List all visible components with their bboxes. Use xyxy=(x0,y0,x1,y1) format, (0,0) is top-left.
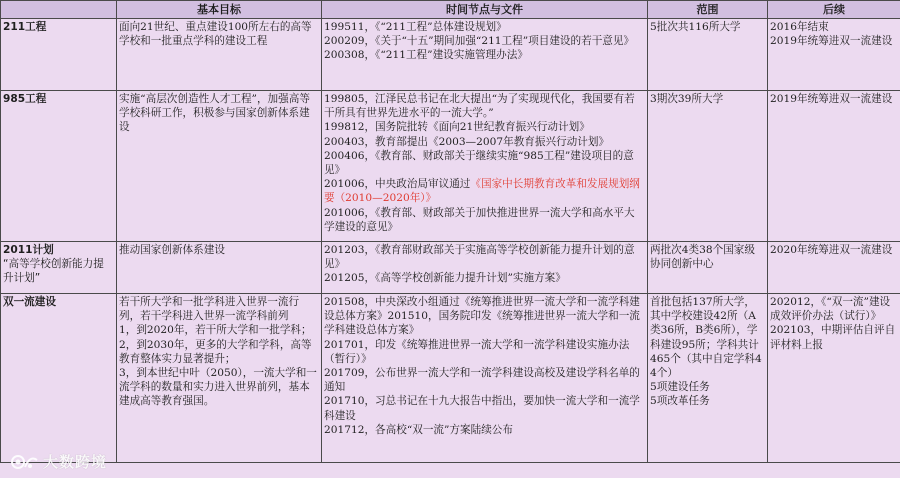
scope-line: 5项建设任务 xyxy=(650,381,710,394)
table-row xyxy=(1,242,900,294)
header-row xyxy=(1,1,900,19)
scope-cell: 两批次4类38个国家级协同创新中心 xyxy=(648,242,768,294)
event-item: 201205，《高等学校创新能力提升计划”实施方案》 xyxy=(324,272,566,285)
followup-cell: 2020年统筹进双一流建设 xyxy=(768,242,900,294)
events-cell xyxy=(322,19,648,91)
scope-line: 5项改革任务 xyxy=(650,395,710,408)
project-name: 211工程 xyxy=(1,19,117,91)
watermark-text: 大数跨境 xyxy=(43,453,108,471)
table-row xyxy=(1,294,900,463)
followup-cell: 2016年结束 2019年统筹进双一流建设 xyxy=(768,19,900,91)
swirl-logo-icon xyxy=(10,452,40,472)
goal-line: 1，到2020年，若干所大学和一批学科； xyxy=(119,324,312,337)
event-item: 199812，国务院批转《面向21世纪教育振兴行动计划》 xyxy=(324,121,590,134)
event-item: 199805，江泽民总书记在北大提出“为了实现现代化，我国要有若干所具有世界先进水平的一流大学。” xyxy=(324,93,635,120)
table-row xyxy=(1,19,900,91)
goal-line: 若干所大学和一批学科进入世界一流行列，若干学科进入世界一流学科前列 xyxy=(119,296,300,323)
project-name-text: 2011计划 xyxy=(3,244,54,256)
goal-cell: 推动国家创新体系建设 xyxy=(117,242,322,294)
event-item xyxy=(324,177,645,205)
header-goal: 基本目标 xyxy=(117,1,322,19)
event-item: 200406，《教育部、财政部关于继续实施“985工程”建设项目的意见》 xyxy=(324,149,634,177)
followup-cell: 2019年统筹进双一流建设 xyxy=(768,91,900,242)
project-name xyxy=(1,242,117,294)
header-followup: 后续 xyxy=(768,1,900,19)
scope-cell: 5批次共116所大学 xyxy=(648,19,768,91)
scope-cell: 3期次39所大学 xyxy=(648,91,768,242)
event-item: 201203，《教育部财政部关于实施高等学校创新能力提升计划的意见》 xyxy=(324,244,635,271)
table-row xyxy=(1,91,900,242)
event-item: 201701，印发《统筹推进世界一流大学和一流学科建设实施办法（暂行）》 xyxy=(324,338,630,365)
highlighted-document: 《国家中长期教育改革和发展规划纲要（2010—2020年）》 xyxy=(324,178,640,205)
event-item: 200308，《“211工程”建设实施管理办法》 xyxy=(324,49,528,62)
followup-cell: 202012，《“双一流”建设成效评价办法（试行）》 202103，中期评估自评自评材料上报 xyxy=(768,294,900,463)
scope-cell xyxy=(648,294,768,463)
events-cell xyxy=(322,242,648,294)
header-events: 时间节点与文件 xyxy=(322,1,648,19)
events-cell xyxy=(322,294,648,463)
event-item: 201709，公布世界一流大学和一流学科建设高校及建设学科名单的通知 xyxy=(324,367,640,394)
project-name: 985工程 xyxy=(1,91,117,242)
event-item: 200403，教育部提出《2003—2007年教育振兴行动计划》 xyxy=(324,135,610,148)
event-item: 201508，中央深改小组通过《统筹推进世界一流大学和一流学科建设总体方案》201510，国务院印发《统筹推进世界一流大学和一流学科建设总体方案》 xyxy=(324,296,640,337)
event-item: 199511，《“211工程”总体建设规划》 xyxy=(324,21,507,33)
goal-line: 3，到本世纪中叶（2050），一流大学和一流学科的数量和实力进入世界前列，基本建成高等教育强国。 xyxy=(119,367,317,408)
goal-cell: 面向21世纪、重点建设100所左右的高等学校和一批重点学科的建设工程 xyxy=(117,19,322,91)
goal-cell xyxy=(117,294,322,463)
event-item: 201712，各高校“双一流”方案陆续公布 xyxy=(324,423,513,436)
goal-cell: 实施“高层次创造性人才工程”，加强高等学校科研工作，积极参与国家创新体系建设 xyxy=(117,91,322,242)
event-text: 201006，中央政治局审议通过 xyxy=(324,178,471,191)
goal-line: 2，到2030年，更多的大学和学科，高等教育整体实力显著提升； xyxy=(119,338,312,365)
header-scope: 范围 xyxy=(648,1,768,19)
header-name xyxy=(1,1,117,19)
project-name: 双一流建设 xyxy=(1,294,117,463)
project-alias: “高等学校创新能力提升计划” xyxy=(3,258,104,285)
scope-line: 首批包括137所大学，其中学校建设42所（A类36所，B类6所），学科建设95所；学科共计465个（其中自定学科44个） xyxy=(650,296,762,380)
events-cell xyxy=(322,91,648,242)
watermark-logo xyxy=(10,451,107,472)
event-item: 201006，《教育部、财政部关于加快推进世界一流大学和高水平大学建设的意见》 xyxy=(324,206,635,233)
event-item: 200209，《关于“十五”期间加强“211工程”项目建设的若干意见》 xyxy=(324,35,635,48)
event-item: 201710，习总书记在十九大报告中指出，要加快一流大学和一流学科建设 xyxy=(324,395,640,422)
